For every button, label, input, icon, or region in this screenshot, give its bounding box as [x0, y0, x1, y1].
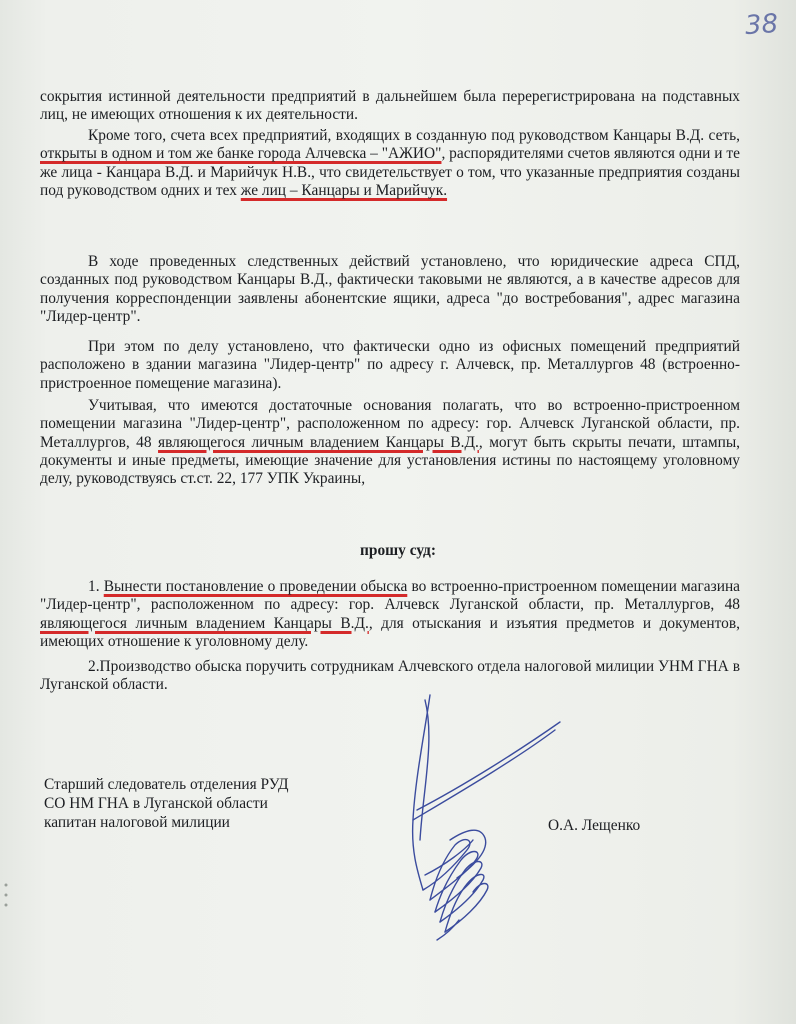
binder-hole-marks — [2, 880, 12, 910]
request-item-2: 2.Производство обыска поручить сотрудникам Алчевского отдела налоговой милиции УНМ ГНА в Луганской области. — [40, 658, 740, 694]
signatory-title-line-2: СО НМ ГНА в Луганской области — [44, 795, 268, 812]
request-item-1-number: 1. — [88, 578, 104, 595]
paragraph-intro: сокрытия истинной деятельности предприятий в дальнейшем была перерегистрирована на подставных лиц, не имеющих отношения к их деятельности. — [40, 88, 740, 124]
paragraph-bank-accounts — [40, 127, 740, 200]
request-item-1 — [40, 578, 740, 651]
signatory-title-line-1: Старший следователь отделения РУД — [44, 776, 289, 793]
request-item-1-text-a: во встроенно-пристроенном помещении магазина "Лидер-центр", расположенном по адресу: гор. Алчевск Луганской области, пр. Металлургов, 48 — [40, 578, 741, 614]
page-number: 38 — [743, 8, 780, 42]
underlined-search-order: Вынести постановление о проведении обыска — [103, 578, 408, 595]
paragraph-grounds-text-a: Учитывая, что имеются достаточные основания полагать, что во встроенно-пристроенном помещении магазина "Лидер-центр", расположенном по адресу: гор. Алчевск Луганской области, пр. Металлургов, 48 — [40, 397, 740, 451]
paragraph-bank-accounts-text-b: , распорядителями счетов являются одни и те же лица - Канцара В.Д. и Марийчук Н.В., что свидетельствует о том, что указанные предприятия созданы под руководством одних и тех — [40, 145, 740, 199]
request-heading: прошу суд: — [360, 542, 436, 559]
signatory-title-line-3: капитан налоговой милиции — [44, 814, 230, 831]
signatory-name: О.А. Лещенко — [548, 817, 641, 834]
underlined-private-property: являющегося личным владением Канцары В.Д. — [158, 433, 479, 451]
request-item-1-text-b: , для отыскания и изъятия предметов и документов, имеющих отношение к уголовному делу. — [40, 614, 740, 650]
handwritten-signature — [395, 690, 575, 950]
paragraph-bank-accounts-text-a: Кроме того, счета всех предприятий, входящих в созданную под руководством Канцары В.Д. сеть, — [88, 127, 740, 144]
underlined-same-persons: же лиц – Канцары и Марийчук. — [240, 181, 448, 199]
paragraph-grounds — [40, 397, 740, 488]
paragraph-grounds-text-b: , могут быть скрыты печати, штампы, документы и иные предметы, имеющие значение для установления истины по настоящему уголовному делу, руководствуясь ст.ст. 22, 177 УПК Украины, — [40, 433, 741, 488]
paragraph-office-location: При этом по делу установлено, что фактически одно из офисных помещений предприятий расположено в здании магазина "Лидер-центр" по адресу г. Алчевск, пр. Металлургов 48 (встроенно-пристроенное помещение магазина). — [40, 338, 740, 392]
paragraph-legal-addresses: В ходе проведенных следственных действий установлено, что юридические адреса СПД, созданных под руководством Канцары В.Д., фактически таковыми не являются, а в качестве адресов для получения корреспонденции заявлены абонентские ящики, адреса "до востребования", адрес магазина "Лидер-центр". — [40, 253, 740, 325]
underlined-bank-ajio: открыты в одном и том же банке города Алчевска – "АЖИО" — [40, 145, 442, 163]
signatory-title-block — [44, 775, 289, 832]
underlined-private-property-2: являющегося личным владением Канцары В.Д. — [40, 614, 369, 632]
